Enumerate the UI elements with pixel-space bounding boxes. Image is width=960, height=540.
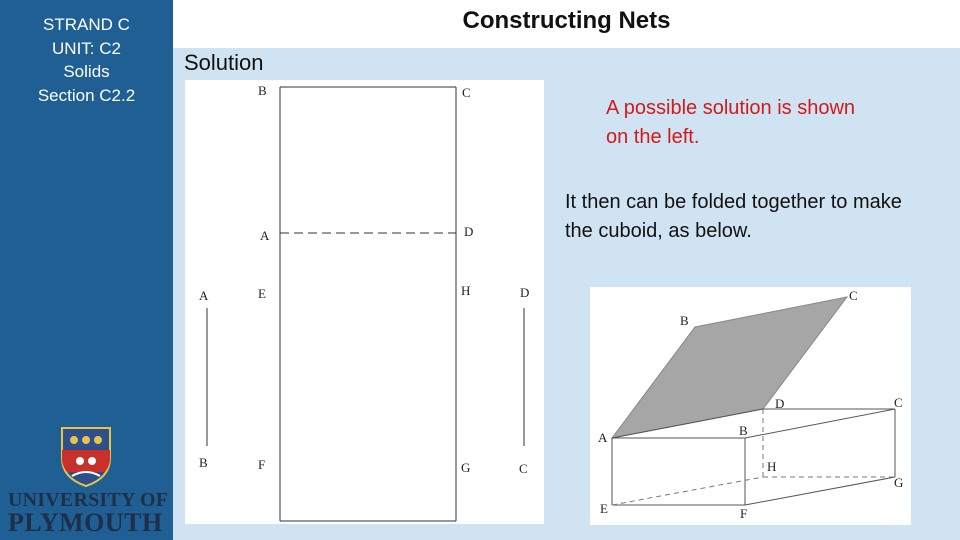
label-e: E [258,286,266,301]
section-info [0,13,173,107]
strand-line: STRAND C [43,15,130,34]
cuboid-label-b: B [739,423,748,438]
label-a-left: A [199,288,209,303]
fold-instruction: It then can be folded together to make the cuboid, as below. [565,191,902,242]
cuboid-label-g: G [894,475,904,490]
page-title: Constructing Nets [462,7,671,34]
topic-line: Solids [63,62,110,81]
label-g: G [461,460,471,475]
cuboid-label-d: D [775,396,785,411]
label-b-left: B [199,455,208,470]
university-line2: PLYMOUTH [8,508,163,537]
label-d-right: D [520,285,530,300]
label-a-mid: A [260,228,270,243]
section-line: Section C2.2 [37,85,136,105]
cuboid-label-b-top: B [680,313,689,328]
label-h: H [461,283,471,298]
unit-line: UNIT: C2 [52,38,121,58]
university-crest-icon [58,424,114,488]
net-diagram [185,80,544,524]
label-f: F [258,457,266,472]
label-d-mid: D [464,224,474,239]
cuboid-diagram [590,287,911,525]
cuboid-label-h: H [767,459,777,474]
university-name [8,490,168,536]
solution-label: Solution [184,50,264,75]
solution-note: A possible solution is shown on the left. [606,97,856,148]
cuboid-label-f: F [740,506,748,521]
cuboid-label-c-top: C [849,288,858,303]
cuboid-label-a: A [598,430,608,445]
label-b-top: B [258,83,267,98]
university-line1: UNIVERSITY OF [8,489,169,511]
cuboid-label-c-mid: C [894,395,903,410]
label-c-right: C [519,461,528,476]
sidebar [0,0,173,540]
label-c-top: C [462,85,471,100]
cuboid-label-e: E [600,501,608,516]
